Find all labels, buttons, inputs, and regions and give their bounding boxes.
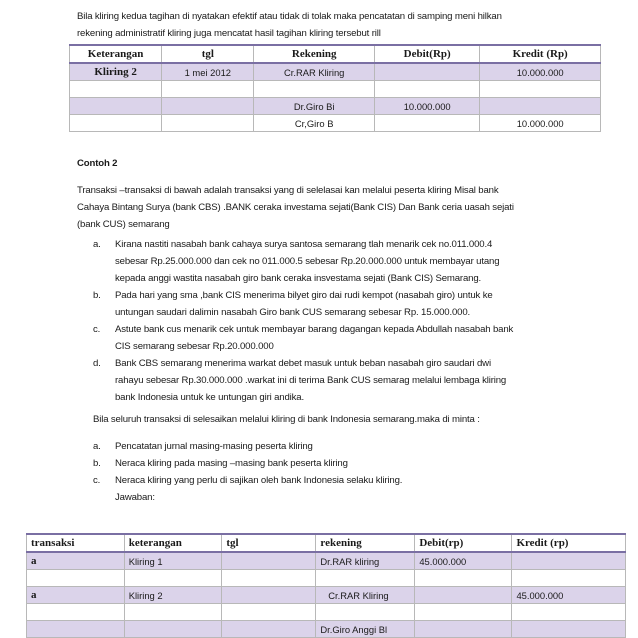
contoh-paragraph <box>77 182 514 233</box>
table-cell: Cr,Giro B <box>254 115 375 132</box>
table-cell <box>316 570 415 587</box>
table-cell <box>27 570 125 587</box>
request-list <box>93 438 573 506</box>
table1-header: Keterangan <box>70 45 162 63</box>
list-item <box>93 355 573 406</box>
table2-header-row <box>27 534 626 552</box>
table2-header: transaksi <box>27 534 125 552</box>
table-row <box>27 587 626 604</box>
table-cell: Dr.Giro Anggi Bl <box>316 621 415 638</box>
table-cell: Dr.RAR kliring <box>316 552 415 570</box>
table-cell <box>222 552 316 570</box>
table-row <box>70 63 601 81</box>
table-cell <box>70 115 162 132</box>
list-item <box>93 455 573 472</box>
list-item-line: Bank CBS semarang menerima warkat debet masuk untuk beban nasabah giro saudari dwi <box>115 358 491 369</box>
table-cell <box>222 604 316 621</box>
table-cell <box>162 115 254 132</box>
list-marker: a. <box>93 441 101 452</box>
table-cell <box>254 81 375 98</box>
table-cell <box>512 552 626 570</box>
table-cell <box>162 81 254 98</box>
list-item <box>93 321 573 355</box>
table-cell <box>27 604 125 621</box>
list-item-line: Astute bank cus menarik cek untuk membayar barang dagangan kepada Abdullah nasabah bank <box>115 324 514 335</box>
table-cell: 1 mei 2012 <box>162 63 254 81</box>
table-cell: Kliring 2 <box>70 63 162 81</box>
intro-paragraph <box>77 8 502 42</box>
list-item-line: rahayu sebesar Rp.30.000.000 .warkat ini di terima Bank CUS semarag melalui lembaga kliring <box>115 375 507 386</box>
table-row <box>27 570 626 587</box>
list-item <box>93 287 573 321</box>
journal-table-1 <box>69 44 601 132</box>
table-cell <box>415 604 512 621</box>
list-item-line: Pada hari yang sma ,bank CIS menerima bilyet giro dai rudi kempot (nasabah giro) untuk ke <box>115 290 493 301</box>
table-cell <box>512 621 626 638</box>
list-marker: d. <box>93 358 101 369</box>
table2-header: tgl <box>222 534 316 552</box>
table-cell <box>222 621 316 638</box>
table-row <box>70 81 601 98</box>
table-cell <box>512 570 626 587</box>
section-heading: Contoh 2 <box>77 158 118 169</box>
table-row <box>70 115 601 132</box>
list-item-text: Pencatatan jurnal masing-masing peserta kliring <box>115 441 313 452</box>
table2-header: keterangan <box>124 534 222 552</box>
contoh-line-1: Transaksi –transaksi di bawah adalah transaksi yang di selelasai kan melalui peserta kliring Misal bank <box>77 185 499 196</box>
table-cell <box>316 604 415 621</box>
list-item-line: CIS semarang sebesar Rp.20.000.000 <box>115 341 274 352</box>
list-marker: c. <box>93 324 101 335</box>
contoh-line-3: (bank CUS) semarang <box>77 219 170 230</box>
table2-header: Kredit (rp) <box>512 534 626 552</box>
list-item <box>93 472 573 489</box>
answer-label: Jawaban: <box>115 492 155 503</box>
transaction-list <box>93 236 573 406</box>
table2-header: rekening <box>316 534 415 552</box>
contoh-line-2: Cahaya Bintang Surya (bank CBS) .BANK ceraka investama sejati(Bank CIS) Dan Bank ceria uasah sejati <box>77 202 514 213</box>
table2-header: Debit(rp) <box>415 534 512 552</box>
table-row <box>70 98 601 115</box>
table-cell <box>415 621 512 638</box>
table-cell <box>374 63 479 81</box>
table-cell <box>415 587 512 604</box>
table-cell: 45.000.000 <box>512 587 626 604</box>
table-cell <box>222 587 316 604</box>
table-cell: 10.000.000 <box>480 63 601 81</box>
table-cell <box>124 621 222 638</box>
table-row <box>27 552 626 570</box>
list-item-text: Neraca kliring yang perlu di sajikan oleh bank Indonesia selaku kliring. <box>115 475 403 486</box>
list-item <box>93 236 573 287</box>
table-cell: 10.000.000 <box>480 115 601 132</box>
list-item-line: kepada anggi wastita nasabah giro bank ceraka insvestama sejati (Bank CIS) Semarang. <box>115 273 482 284</box>
list-item <box>93 489 573 506</box>
table-cell <box>27 621 125 638</box>
list-marker: c. <box>93 475 101 486</box>
table-cell: Cr.RAR Kliring <box>254 63 375 81</box>
table1-header-row <box>70 45 601 63</box>
list-marker: b. <box>93 458 101 469</box>
table-cell: Kliring 1 <box>124 552 222 570</box>
table-cell: a <box>27 587 125 604</box>
list-item-line: untungan saudari dalimin nasabah Giro bank CUS semarang sebesar Rp. 15.000.000. <box>115 307 471 318</box>
table1-header: tgl <box>162 45 254 63</box>
table-row <box>27 604 626 621</box>
intro-line-1: Bila kliring kedua tagihan di nyatakan efektif atau tidak di tolak maka pencatatan di samping meni hilkan <box>77 11 502 22</box>
table-cell <box>512 604 626 621</box>
table-cell <box>70 98 162 115</box>
table1-header: Kredit (Rp) <box>480 45 601 63</box>
table-row <box>27 621 626 638</box>
table-cell <box>374 115 479 132</box>
list-item-line: bank Indonesia untuk ke untungan giri andika. <box>115 392 304 403</box>
list-item-text: Neraca kliring pada masing –masing bank peserta kliring <box>115 458 348 469</box>
question-line: Bila seluruh transaksi di selesaikan melalui kliring di bank Indonesia semarang.maka di minta : <box>93 414 480 425</box>
table1-header: Rekening <box>254 45 375 63</box>
table-cell <box>124 570 222 587</box>
list-item-line: Kirana nastiti nasabah bank cahaya surya santosa semarang tlah menarik cek no.011.000.4 <box>115 239 493 250</box>
table-cell <box>124 604 222 621</box>
table-cell <box>415 570 512 587</box>
table-cell: Dr.Giro Bi <box>254 98 375 115</box>
list-marker: b. <box>93 290 101 301</box>
table-cell: a <box>27 552 125 570</box>
table-cell: Cr.RAR Kliring <box>316 587 415 604</box>
table-cell <box>70 81 162 98</box>
table1-header: Debit(Rp) <box>374 45 479 63</box>
list-item-line: sebesar Rp.25.000.000 dan cek no 011.000.5 sebesar Rp.20.000.000 untuk membayar utang <box>115 256 500 267</box>
table-cell <box>480 81 601 98</box>
table-cell: 10.000.000 <box>374 98 479 115</box>
table-cell <box>480 98 601 115</box>
journal-table-2 <box>26 533 626 638</box>
table-cell: Kliring 2 <box>124 587 222 604</box>
list-item <box>93 438 573 455</box>
table-cell <box>222 570 316 587</box>
table-cell: 45.000.000 <box>415 552 512 570</box>
list-marker: a. <box>93 239 101 250</box>
table-cell <box>374 81 479 98</box>
intro-line-2: rekening administratif kliring juga mencatat hasil tagihan kliring tersebut rill <box>77 28 381 39</box>
table-cell <box>162 98 254 115</box>
